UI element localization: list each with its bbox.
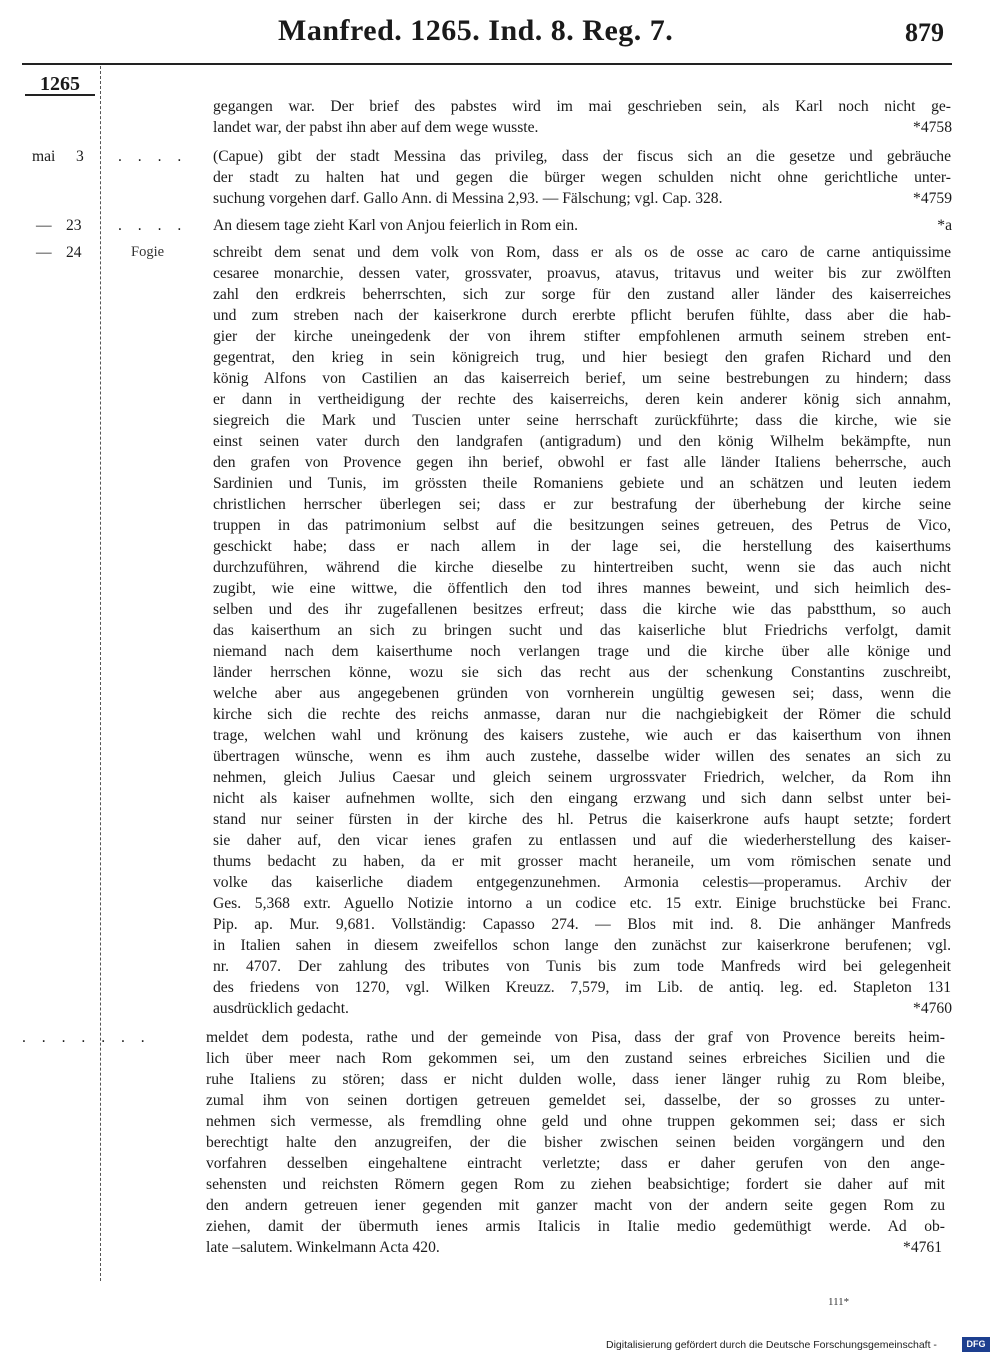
text-line: durchzuführen, während die kirche dieselbe zu hintertreiben sucht, wenn sie das auch nicht: [213, 559, 951, 576]
date-day: 24: [66, 244, 82, 261]
text-line: gegentrat, den krieg in sein königreich trug, und hier besiegt den grafen Richard und den: [213, 349, 951, 366]
date-day: 23: [66, 217, 82, 234]
column-divider: [100, 66, 101, 1281]
running-header-title: Manfred. 1265. Ind. 8. Reg. 7.: [278, 14, 674, 47]
entry-number: *4758: [913, 119, 952, 136]
text-line: landet war, der pabst ihn aber auf dem wege wusste.: [213, 119, 539, 136]
text-line: schreibt dem senat und dem volk von Rom, dass er als os de osse ac caro de carne antiquissime: [213, 244, 951, 261]
text-line: Ges. 5,368 extr. Aguello Notizie intorno a un codice etc. 15 extr. Einige bruchstücke bei Franc.: [213, 895, 951, 912]
leader-dots: . . . .: [118, 217, 188, 234]
text-line: (Capue) gibt der stadt Messina das privileg, dass der fiscus sich an die gesetze und gebräuche: [213, 148, 951, 165]
text-line: übertragen wünsche, wenn es ihm auch zustehe, dasselbe wider willen des senates an sich zu: [213, 748, 951, 765]
text-line: selben und des ihr zugefallenen besitzes erfreut; dass die kirche wie das pabstthum, so auch: [213, 601, 951, 618]
text-line: könig Alfons von Castilien an das kaiserreich berief, um seine bestrebungen zu hindern; dass: [213, 370, 951, 387]
text-line: nehmen sich vermesse, als fremdling ohne geld und ohne truppen gekommen sei; dass er sich: [206, 1113, 945, 1130]
text-line: niemand nach dem kaiserthume noch verlangen trage und die kirche über alle könige und: [213, 643, 951, 660]
text-line: siegreich die Mark und Tuscien unter seine herrschaft zurückführte; dass die kirche, wie sie: [213, 412, 951, 429]
text-line: lich über meer nach Rom gekommen sei, um den zustand seines erbreiches Sicilien und die: [206, 1050, 945, 1067]
text-line: den andern getreuen iener gegenden mit ganzer macht von der andern seite gegen Rom zu: [206, 1197, 945, 1214]
text-line: geschickt habe; dass er nach allem in der lage sei, die herstellung des kaiserthums: [213, 538, 951, 555]
text-line: kirche sich die rechte des reichs anmasse, daran nur die nachgiebigkeit der Römer die schuld: [213, 706, 951, 723]
text-line: vorfahren desselben eingehaltene eintracht verletzte; dass er daher gerufen von den ange-: [206, 1155, 945, 1172]
text-line: An diesem tage zieht Karl von Anjou feierlich in Rom ein.: [213, 217, 579, 234]
text-line: in Italien sahen in diesem zweifellos schon lange den zunächst zur kaiserkrone berufenen; vgl.: [213, 937, 951, 954]
text-line: meldet dem podesta, rathe und der gemeinde von Pisa, dass der graf von Provence bereits heim-: [206, 1029, 945, 1046]
text-line: suchung vorgehen darf. Gallo Ann. di Messina 2,93. — Fälschung; vgl. Cap. 328.: [213, 190, 723, 207]
text-line: und zum streben nach der kaiserkrone durch ererbte pflicht berufen fühlte, dass aber die hab-: [213, 307, 951, 324]
text-line: berechtigt halte den anzugreifen, der die bisher zwischen seinen beiden vorgängern und den: [206, 1134, 945, 1151]
text-line: nicht als kaiser aufnehmen wollte, sich den eingang erzwang und sich dann selbst unter bei-: [213, 790, 951, 807]
text-line: das kaiserthum an sich zu bringen sucht und das kaiserliche blut Friedrichs verfolgt, damit: [213, 622, 951, 639]
date-month: —: [36, 244, 52, 261]
place-name: Fogie: [131, 244, 165, 260]
text-line: sehensten und reichsten Römern gegen Rom zu ziehen beabsichtige; fordert sie daher auf mit: [206, 1176, 945, 1193]
date-month: —: [36, 217, 52, 234]
text-line: er dann in vertheidigung der rechte des kaiserreichs, deren kein anderer könig sich annahm,: [213, 391, 951, 408]
entry-number: *4760: [913, 1000, 952, 1017]
text-line: late –salutem. Winkelmann Acta 420.: [206, 1239, 440, 1256]
year-label: 1265: [25, 71, 95, 96]
text-line: zumal ihm von seinen dortigen getreuen gemeldet sei, dasselbe, der so grosses zu unter-: [206, 1092, 945, 1109]
page-number: 879: [905, 18, 944, 47]
text-line: nehmen, gleich Julius Caesar und gleich seinem urgrossvater Friedrich, welcher, da Rom ihn: [213, 769, 951, 786]
text-line: christlichen herrscher überlegen sei; dass er zur bestrafung der überhebung der kirche seine: [213, 496, 951, 513]
text-line: volke das kaiserliche diadem entgegenzunehmen. Armonia celestis—properamus. Archiv der: [213, 874, 951, 891]
text-line: thums bedacht zu haben, da er mit grosser macht heraneile, um vom römischen senate und: [213, 853, 951, 870]
text-line: der stadt zu halten hat und gegen die bürger wegen schulden nicht ohne gerichtliche unter-: [213, 169, 951, 186]
text-line: zahl den erdkreis beherrschten, sich zur sorge für den zustand aller länder des kaiserreiches: [213, 286, 951, 303]
entry-number: *4759: [913, 190, 952, 207]
leader-dots: . . . .: [118, 148, 188, 165]
date-month: mai: [32, 148, 56, 165]
text-line: sie daher auf, den vicar ienes grafen zu entlassen und auf die wiederherstellung des kaiser-: [213, 832, 951, 849]
text-line: den grafen von Provence gegen ihn berief, obwohl er fast alle länder Italiens beherrsche, auch: [213, 454, 951, 471]
text-line: Sardinien und Tunis, im grössten theile Romaniens gebiete und an schätzen und leuten iedem: [213, 475, 951, 492]
entry-number: *4761: [903, 1239, 942, 1256]
dfg-logo: DFG: [962, 1337, 990, 1352]
text-line: truppen in das patrimonium selbst auf die besitzungen seines getreuen, des Petrus de Vico,: [213, 517, 951, 534]
text-line: gier der kirche uneingedenk der von ihrem stifter empfohlenen armuth seinem streben ent-: [213, 328, 951, 345]
digitization-credit: Digitalisierung gefördert durch die Deutsche Forschungsgemeinschaft -: [606, 1339, 937, 1351]
text-line: länder herrschen könne, wozu sie sich das recht aus der schenkung Constantins zuschreibt,: [213, 664, 951, 681]
date-day: 3: [76, 148, 84, 165]
text-line: ziehen, damit der übermuth ienes armis Italicis in Italie medio gedemüthigt werde. Ad ob-: [206, 1218, 945, 1235]
text-line: ruhe Italiens zu stören; dass er nicht dulden wolle, dass iener länger ruhig zu Rom bleibe,: [206, 1071, 945, 1088]
header-rule: [22, 63, 952, 65]
signature-mark: 111*: [828, 1296, 850, 1308]
text-line: einst seinen vater durch den landgrafen (antigradum) und den könig Wilhelm bekämpfte, nun: [213, 433, 951, 450]
text-line: des friedens von 1270, vgl. Wilken Kreuzz. 7,579, im Lib. de antiq. leg. ed. Stapleton 131: [213, 979, 951, 996]
text-line: trage, welchen wahl und krönung des kaisers zustehe, wie auch er das kaiserthum von ihnen: [213, 727, 951, 744]
text-line: zugibt, wie eine wittwe, die öffentlich den tod ihres mannes beweint, und sich heimlich des-: [213, 580, 951, 597]
text-line: Pip. ap. Mur. 9,681. Vollständig: Capasso 274. — Blos mit ind. 8. Die anhänger Manfreds: [213, 916, 951, 933]
text-line: welche aber aus angegebenen gründen von vornherein ungültig gewesen sei; dass, wenn die: [213, 685, 951, 702]
text-line: cesaree monarchie, dessen vater, grossvater, proavus, atavus, tritavus und weiter bis zur zwölften: [213, 265, 951, 282]
text-line: gegangen war. Der brief des pabstes wird im mai geschrieben sein, als Karl noch nicht ge-: [213, 98, 951, 115]
text-line: ausdrücklich gedacht.: [213, 1000, 349, 1017]
text-line: stand nur seiner fürsten in der kirche des hl. Petrus die kaiserkrone aufs haupt setzte; fordert: [213, 811, 951, 828]
entry-number: *a: [937, 217, 952, 234]
leader-dots: . . . . . . .: [22, 1029, 151, 1046]
text-line: nr. 4707. Der zahlung des tributes von Tunis bis zum tode Manfreds wird bei gelegenheit: [213, 958, 951, 975]
